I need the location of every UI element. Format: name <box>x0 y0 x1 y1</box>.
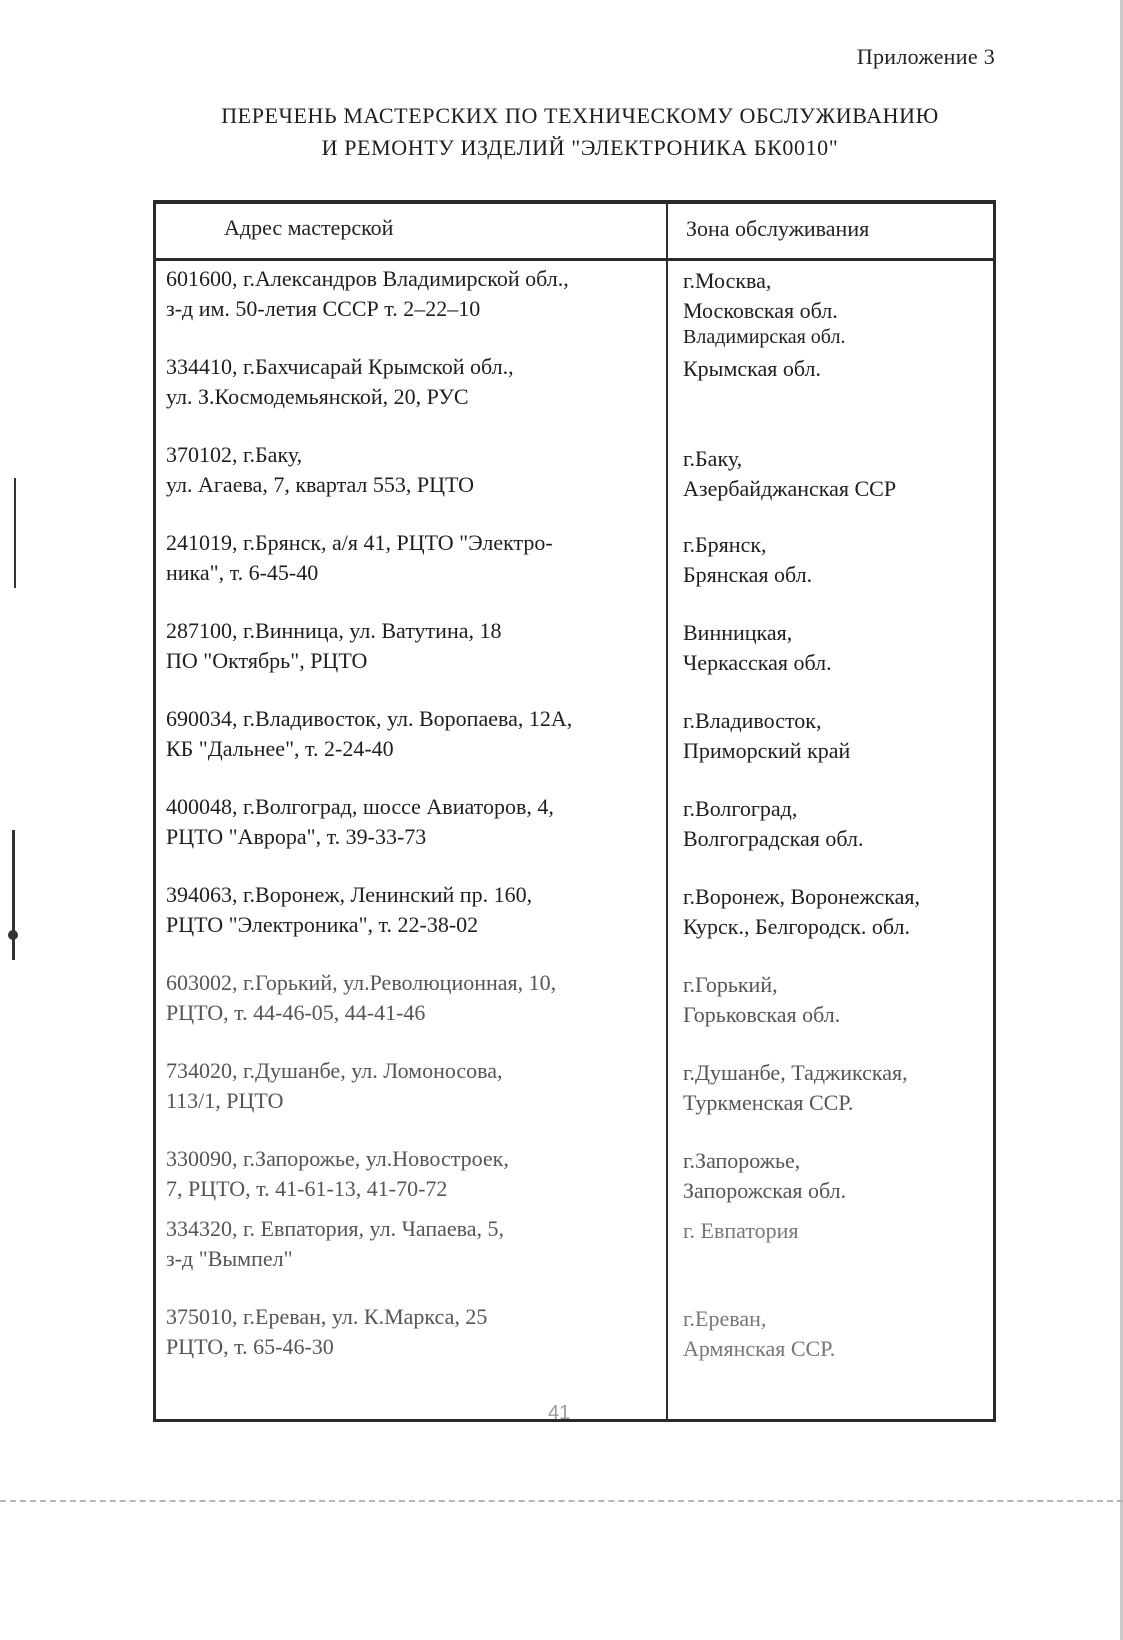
address-cell: 394063, г.Воронеж, Ленинский пр. 160, РЦТО "Электроника", т. 22-38-02 <box>166 882 533 937</box>
address-cell: 370102, г.Баку, ул. Агаева, 7, квартал 553, РЦТО <box>166 442 475 497</box>
zone-cell: г.Москва, Московская обл. Владимирская обл. <box>683 268 846 348</box>
scan-artifact-line <box>0 1500 1123 1502</box>
zone-cell: г.Запорожье, Запорожская обл. <box>683 1148 847 1203</box>
title-line-2: И РЕМОНТУ ИЗДЕЛИЙ "ЭЛЕКТРОНИКА БК0010" <box>321 135 839 160</box>
address-cell: 601600, г.Александров Владимирской обл., з-д им. 50-летия СССР т. 2–22–10 <box>166 266 569 321</box>
table-header <box>156 204 993 261</box>
address-cell: 334410, г.Бахчисарай Крымской обл., ул. З.Космодемьянской, 20, РУС <box>166 354 514 409</box>
zone-cell: Винницкая, Черкасская обл. <box>683 620 832 675</box>
address-cell: 375010, г.Ереван, ул. К.Маркса, 25 РЦТО, т. 65-46-30 <box>166 1304 488 1359</box>
zone-cell: Крымская обл. <box>683 356 822 381</box>
address-cell: 603002, г.Горький, ул.Революционная, 10, РЦТО, т. 44-46-05, 44-41-46 <box>166 970 557 1025</box>
column-header-zone: Зона обслуживания <box>686 216 870 241</box>
appendix-label: Приложение 3 <box>856 44 995 69</box>
zone-cell: г.Брянск, Брянская обл. <box>683 532 813 587</box>
document-title <box>180 100 980 164</box>
address-cell: 334320, г. Евпатория, ул. Чапаева, 5, з-д "Вымпел" <box>166 1216 505 1271</box>
zone-cell: г.Воронеж, Воронежская, Курск., Белгородск. обл. <box>683 884 920 939</box>
address-cell: 241019, г.Брянск, а/я 41, РЦТО "Электро- ника", т. 6-45-40 <box>166 530 553 585</box>
page-number: 41 <box>548 1402 571 1424</box>
address-cell: 400048, г.Волгоград, шоссе Авиаторов, 4, РЦТО "Аврора", т. 39-33-73 <box>166 794 554 849</box>
zone-cell: г.Волгоград, Волгоградская обл. <box>683 796 864 851</box>
address-cell: 287100, г.Винница, ул. Ватутина, 18 ПО "Октябрь", РЦТО <box>166 618 502 673</box>
column-divider <box>666 204 668 1419</box>
column-header-address: Адрес мастерской <box>224 215 394 240</box>
zone-cell: г.Ереван, Армянская ССР. <box>683 1306 836 1361</box>
zone-cell: г.Баку, Азербайджанская ССР <box>683 446 897 501</box>
title-line-1: ПЕРЕЧЕНЬ МАСТЕРСКИХ ПО ТЕХНИЧЕСКОМУ ОБСЛУЖИВАНИЮ <box>221 103 939 128</box>
zone-cell: г.Горький, Горьковская обл. <box>683 972 841 1027</box>
workshops-table <box>153 200 996 1422</box>
address-cell: 734020, г.Душанбе, ул. Ломоносова, 113/1, РЦТО <box>166 1058 503 1113</box>
zone-cell: г.Душанбе, Таджикская, Туркменская ССР. <box>683 1060 908 1115</box>
zone-cell: г. Евпатория <box>683 1218 799 1243</box>
margin-mark <box>8 930 18 940</box>
margin-mark <box>14 478 16 588</box>
zone-cell: г.Владивосток, Приморский край <box>683 708 851 763</box>
margin-mark <box>12 830 15 960</box>
address-cell: 330090, г.Запорожье, ул.Новостроек, 7, РЦТО, т. 41-61-13, 41-70-72 <box>166 1146 509 1201</box>
address-cell: 690034, г.Владивосток, ул. Воропаева, 12А, КБ "Дальнее", т. 2-24-40 <box>166 706 573 761</box>
